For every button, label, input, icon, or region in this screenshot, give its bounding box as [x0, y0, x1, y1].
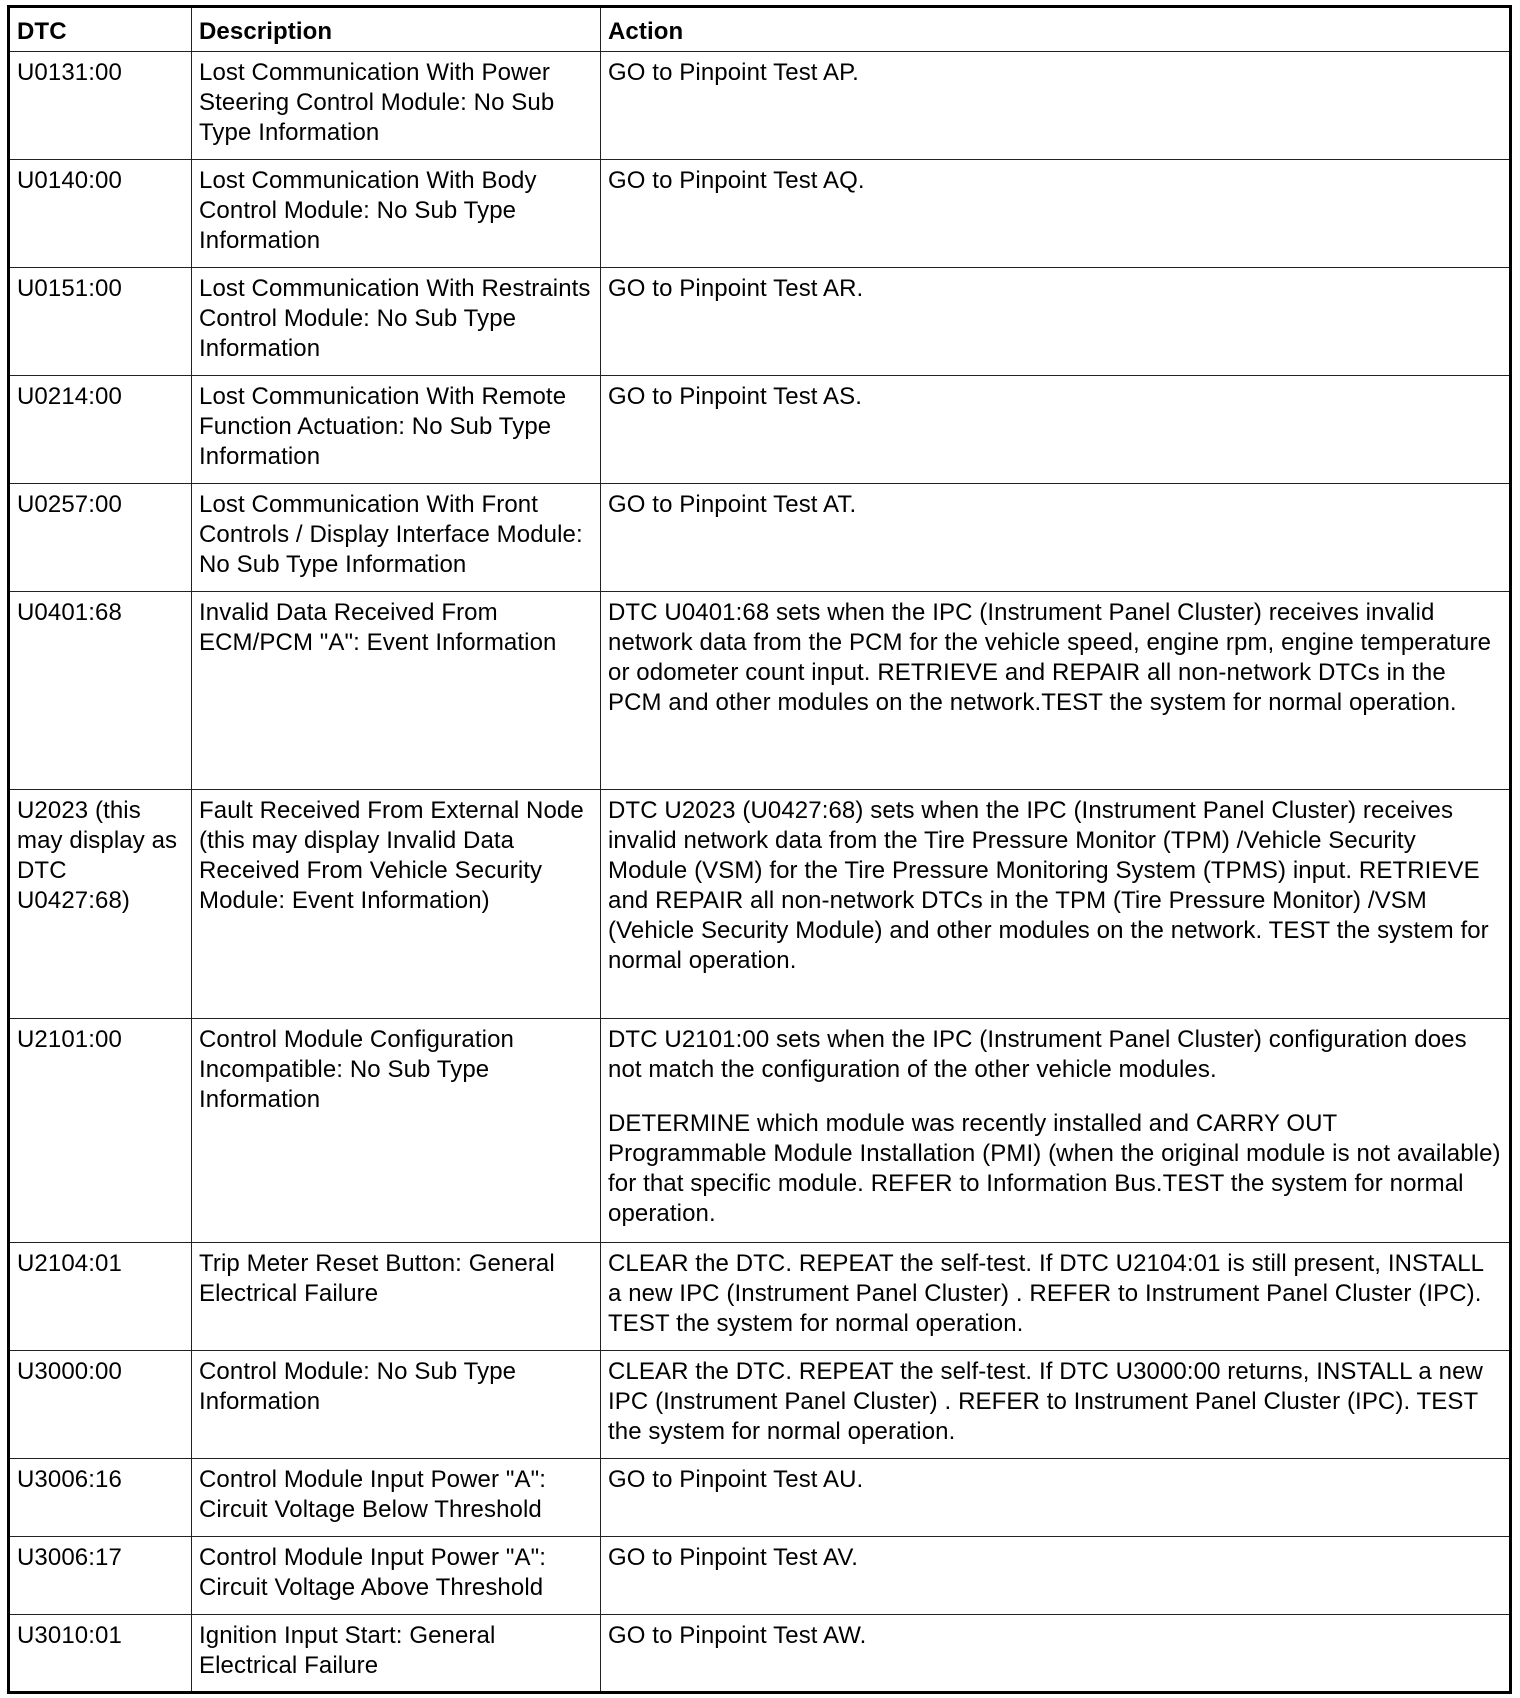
dtc-action — [601, 1615, 1511, 1693]
header-dtc: DTC — [9, 7, 192, 52]
table-row — [9, 268, 1511, 376]
dtc-description: Lost Communication With Remote Function Actuation: No Sub Type Information — [192, 376, 601, 484]
header-description: Description — [192, 7, 601, 52]
dtc-code: U3006:17 — [9, 1537, 192, 1615]
table-row — [9, 52, 1511, 160]
table-row — [9, 1615, 1511, 1693]
action-text: GO to Pinpoint Test AU. — [608, 1466, 864, 1493]
action-text: DTC U2101:00 sets when the IPC (Instrument Panel Cluster) configuration does not match the configuration of the other vehicle modules. — [608, 1026, 1467, 1083]
dtc-code: U3006:16 — [9, 1459, 192, 1537]
action-text: GO to Pinpoint Test AS. — [608, 383, 862, 410]
table-row — [9, 592, 1511, 790]
dtc-code: U0151:00 — [9, 268, 192, 376]
action-text: CLEAR the DTC. REPEAT the self-test. If DTC U2104:01 is still present, INSTALL a new IPC (Instrument Panel Cluster) . REFER to Instrument Panel Cluster (IPC). TEST the system for normal operation. — [608, 1250, 1484, 1337]
dtc-code: U0131:00 — [9, 52, 192, 160]
action-text: GO to Pinpoint Test AQ. — [608, 167, 865, 194]
action-text: GO to Pinpoint Test AP. — [608, 59, 859, 86]
table-row — [9, 1351, 1511, 1459]
dtc-action — [601, 1019, 1511, 1243]
table-row — [9, 1537, 1511, 1615]
dtc-code: U3010:01 — [9, 1615, 192, 1693]
dtc-code: U2023 (this may display as DTC U0427:68) — [9, 790, 192, 1019]
dtc-description: Lost Communication With Front Controls / Display Interface Module: No Sub Type Information — [192, 484, 601, 592]
table-row — [9, 1243, 1511, 1351]
table-row — [9, 376, 1511, 484]
dtc-action — [601, 592, 1511, 790]
dtc-code: U2101:00 — [9, 1019, 192, 1243]
dtc-action — [601, 376, 1511, 484]
dtc-code: U0257:00 — [9, 484, 192, 592]
dtc-table — [7, 5, 1512, 1694]
action-text: DETERMINE which module was recently installed and CARRY OUT Programmable Module Installation (PMI) (when the original module is not available) for that specific module. REFER to Information Bus.TEST the system for normal operation. — [608, 1110, 1501, 1227]
dtc-action — [601, 1459, 1511, 1537]
action-text: GO to Pinpoint Test AV. — [608, 1544, 859, 1571]
dtc-action — [601, 160, 1511, 268]
action-text: GO to Pinpoint Test AT. — [608, 491, 857, 518]
dtc-description: Fault Received From External Node (this may display Invalid Data Received From Vehicle Security Module: Event Information) — [192, 790, 601, 1019]
dtc-description: Control Module Input Power "A": Circuit Voltage Below Threshold — [192, 1459, 601, 1537]
dtc-action — [601, 268, 1511, 376]
dtc-code: U2104:01 — [9, 1243, 192, 1351]
action-text: CLEAR the DTC. REPEAT the self-test. If DTC U3000:00 returns, INSTALL a new IPC (Instrument Panel Cluster) . REFER to Instrument Panel Cluster (IPC). TEST the system for normal operation. — [608, 1358, 1483, 1445]
header-row — [9, 7, 1511, 52]
dtc-action — [601, 52, 1511, 160]
table-row — [9, 160, 1511, 268]
dtc-code: U3000:00 — [9, 1351, 192, 1459]
dtc-action — [601, 484, 1511, 592]
dtc-description: Lost Communication With Body Control Module: No Sub Type Information — [192, 160, 601, 268]
dtc-description: Control Module Input Power "A": Circuit Voltage Above Threshold — [192, 1537, 601, 1615]
dtc-description: Control Module Configuration Incompatible: No Sub Type Information — [192, 1019, 601, 1243]
dtc-description: Ignition Input Start: General Electrical Failure — [192, 1615, 601, 1693]
table-row — [9, 1019, 1511, 1243]
dtc-action — [601, 1351, 1511, 1459]
dtc-description: Invalid Data Received From ECM/PCM "A": Event Information — [192, 592, 601, 790]
dtc-code: U0140:00 — [9, 160, 192, 268]
dtc-action — [601, 1537, 1511, 1615]
table-row — [9, 484, 1511, 592]
action-text: GO to Pinpoint Test AR. — [608, 275, 864, 302]
dtc-description: Lost Communication With Power Steering Control Module: No Sub Type Information — [192, 52, 601, 160]
action-text: DTC U0401:68 sets when the IPC (Instrument Panel Cluster) receives invalid network data from the PCM for the vehicle speed, engine rpm, engine temperature or odometer count input. RETRIEVE and REPAIR all non-network DTCs in the PCM and other modules on the network.TEST the system for normal operation. — [608, 599, 1492, 716]
action-text: GO to Pinpoint Test AW. — [608, 1622, 867, 1649]
header-action: Action — [601, 7, 1511, 52]
dtc-action — [601, 1243, 1511, 1351]
dtc-description: Lost Communication With Restraints Control Module: No Sub Type Information — [192, 268, 601, 376]
dtc-description: Control Module: No Sub Type Information — [192, 1351, 601, 1459]
action-text: DTC U2023 (U0427:68) sets when the IPC (Instrument Panel Cluster) receives invalid network data from the Tire Pressure Monitor (TPM) /Vehicle Security Module (VSM) for the Tire Pressure Monitoring System (TPMS) input. RETRIEVE and REPAIR all non-network DTCs in the TPM (Tire Pressure Monitor) /VSM (Vehicle Security Module) and other modules on the network. TEST the system for normal operation. — [608, 797, 1489, 974]
dtc-code: U0214:00 — [9, 376, 192, 484]
dtc-description: Trip Meter Reset Button: General Electrical Failure — [192, 1243, 601, 1351]
dtc-action — [601, 790, 1511, 1019]
dtc-code: U0401:68 — [9, 592, 192, 790]
table-row — [9, 790, 1511, 1019]
table-row — [9, 1459, 1511, 1537]
